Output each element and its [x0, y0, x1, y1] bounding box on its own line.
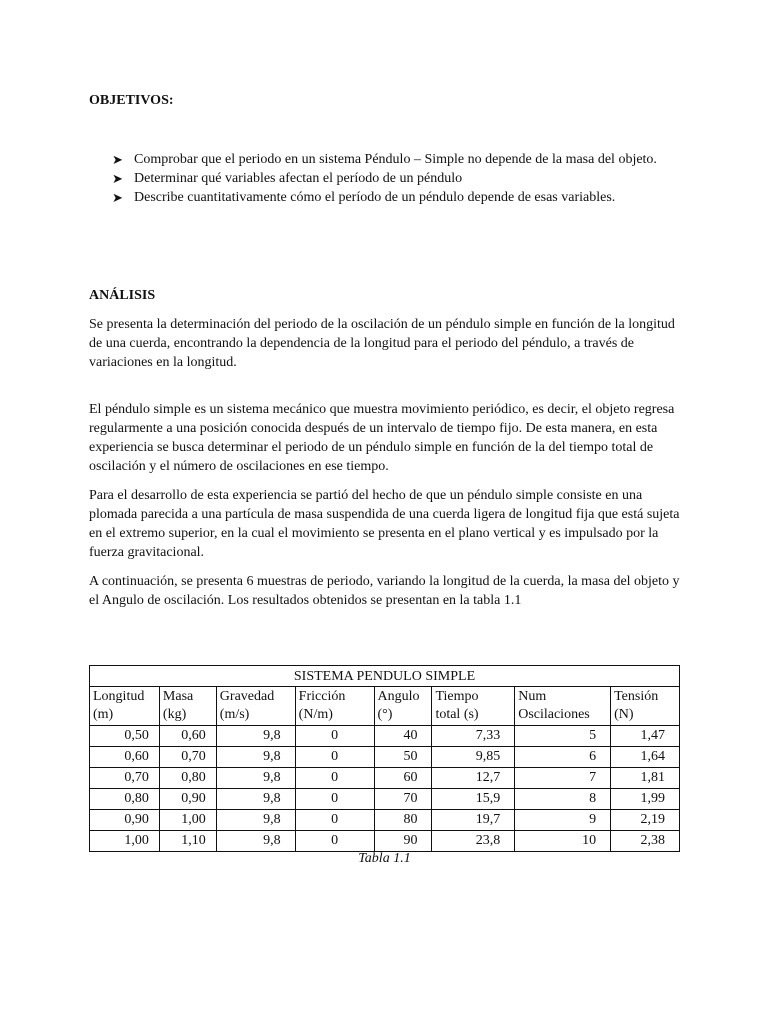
table-cell: 1,99 [611, 789, 680, 810]
table-cell: 1,64 [611, 747, 680, 768]
table-cell: 40 [374, 726, 432, 747]
table-cell: 0 [295, 789, 374, 810]
table-title-row [90, 666, 680, 687]
table-cell: 1,81 [611, 768, 680, 789]
arrow-bullet-icon: ➤ [112, 152, 123, 167]
objetivos-heading: OBJETIVOS: [89, 93, 174, 108]
list-item [112, 188, 692, 207]
column-header-tension: Tensión (N) [611, 687, 680, 726]
column-header-angulo: Angulo (°) [374, 687, 432, 726]
analisis-heading: ANÁLISIS [89, 288, 156, 303]
table-cell: 5 [515, 726, 611, 747]
arrow-bullet-icon: ➤ [112, 171, 123, 186]
table-cell: 9,8 [216, 726, 295, 747]
table-cell: 9,8 [216, 747, 295, 768]
table-cell: 10 [515, 831, 611, 852]
list-item-text: Determinar qué variables afectan el período de un péndulo [134, 171, 463, 186]
table-cell: 0,90 [159, 789, 216, 810]
table-cell: 19,7 [432, 810, 515, 831]
table-cell: 1,10 [159, 831, 216, 852]
table-cell: 0,60 [90, 747, 160, 768]
table-row [90, 789, 680, 810]
table-cell: 0,80 [159, 768, 216, 789]
analisis-paragraph-4: A continuación, se presenta 6 muestras de periodo, variando la longitud de la cuerda, la masa del objeto y el Angulo de oscilación. Los resultados obtenidos se presentan en la tabla 1.1 [89, 574, 680, 608]
table-cell: 0,70 [90, 768, 160, 789]
table-row [90, 768, 680, 789]
table-cell: 9,85 [432, 747, 515, 768]
list-item-text: Describe cuantitativamente cómo el período de un péndulo depende de esas variables. [134, 190, 616, 205]
analisis-paragraph-2: El péndulo simple es un sistema mecánico que muestra movimiento periódico, es decir, el objeto regresa regularmente a una posición conocida después de un intervalo de tiempo fijo. De esta manera, en esta experiencia se busca determinar el periodo de un péndulo simple en función de la del tiempo total de oscilación y el número de oscilaciones en ese tiempo. [89, 402, 675, 474]
table-cell: 90 [374, 831, 432, 852]
table-cell: 12,7 [432, 768, 515, 789]
table-caption: Tabla 1.1 [358, 851, 411, 866]
arrow-bullet-icon: ➤ [112, 190, 123, 205]
table-cell: 1,47 [611, 726, 680, 747]
table-cell: 0,50 [90, 726, 160, 747]
list-item [112, 169, 692, 188]
table-cell: 60 [374, 768, 432, 789]
table-cell: 0,70 [159, 747, 216, 768]
table-row [90, 726, 680, 747]
table-cell: 6 [515, 747, 611, 768]
table-cell: 0 [295, 831, 374, 852]
table-cell: 0 [295, 810, 374, 831]
objetivos-list [112, 150, 692, 207]
list-item-text: Comprobar que el periodo en un sistema Péndulo – Simple no depende de la masa del objeto. [134, 152, 657, 167]
table-cell: 2,19 [611, 810, 680, 831]
table-cell: 9,8 [216, 810, 295, 831]
table-cell: 0 [295, 726, 374, 747]
table-cell: 7 [515, 768, 611, 789]
analisis-paragraph-1: Se presenta la determinación del periodo de la oscilación de un péndulo simple en función de la longitud de una cuerda, encontrando la dependencia de la longitud para el periodo del péndulo, a través de variaciones en la longitud. [89, 317, 675, 370]
table-cell: 0,60 [159, 726, 216, 747]
table-cell: 23,8 [432, 831, 515, 852]
table-cell: 0,90 [90, 810, 160, 831]
table-row [90, 810, 680, 831]
table-cell: 80 [374, 810, 432, 831]
column-header-tiempo: Tiempo total (s) [432, 687, 515, 726]
table-cell: 2,38 [611, 831, 680, 852]
table-cell: 0,80 [90, 789, 160, 810]
table-cell: 9,8 [216, 831, 295, 852]
analisis-paragraph-3: Para el desarrollo de esta experiencia se partió del hecho de que un péndulo simple consiste en una plomada parecida a una partícula de masa suspendida de una cuerda ligera de longitud fija que está sujeta en el extremo superior, en la cual el movimiento se presenta en el plano vertical y es impulsado por la fuerza gravitacional. [89, 488, 680, 560]
column-header-longitud: Longitud (m) [90, 687, 160, 726]
table-cell: 0 [295, 747, 374, 768]
table-cell: 70 [374, 789, 432, 810]
column-header-friccion: Fricción (N/m) [295, 687, 374, 726]
table-cell: 1,00 [90, 831, 160, 852]
table-header-row [90, 687, 680, 726]
table-cell: 7,33 [432, 726, 515, 747]
table-row [90, 747, 680, 768]
table-cell: 9 [515, 810, 611, 831]
table-cell: 50 [374, 747, 432, 768]
column-header-oscilaciones: Num Oscilaciones [515, 687, 611, 726]
table-cell: 15,9 [432, 789, 515, 810]
list-item [112, 150, 692, 169]
table-cell: 0 [295, 768, 374, 789]
table-cell: 1,00 [159, 810, 216, 831]
table-cell: 9,8 [216, 768, 295, 789]
column-header-gravedad: Gravedad (m/s) [216, 687, 295, 726]
table-cell: 9,8 [216, 789, 295, 810]
column-header-masa: Masa (kg) [159, 687, 216, 726]
table-title: SISTEMA PENDULO SIMPLE [90, 666, 680, 687]
table-cell: 8 [515, 789, 611, 810]
pendulum-data-table [89, 665, 680, 852]
